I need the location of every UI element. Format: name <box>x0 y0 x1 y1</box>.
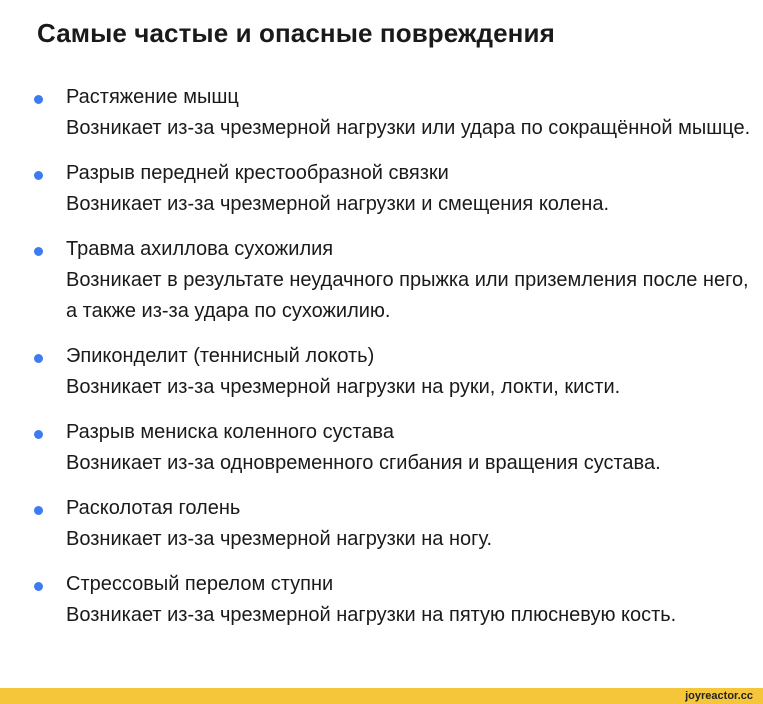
injury-name: Расколотая голень <box>66 497 241 519</box>
list-item <box>0 493 763 555</box>
list-item <box>0 158 763 220</box>
injury-description: Возникает из-за чрезмерной нагрузки на ногу. <box>66 528 493 550</box>
list-item <box>0 234 763 327</box>
injury-description: Возникает в результате неудачного прыжка или приземления после него, а также из-за удара по сухожилию. <box>66 269 749 322</box>
list-item <box>0 341 763 403</box>
injury-name: Разрыв мениска коленного сустава <box>66 421 394 443</box>
injury-name: Эпиконделит (теннисный локоть) <box>66 345 375 367</box>
bullet-icon <box>34 95 43 104</box>
bullet-icon <box>34 247 43 256</box>
injury-description: Возникает из-за чрезмерной нагрузки на руки, локти, кисти. <box>66 376 621 398</box>
bullet-icon <box>34 582 43 591</box>
list-item <box>0 569 763 631</box>
injury-list <box>0 82 763 645</box>
injury-name: Разрыв передней крестообразной связки <box>66 162 449 184</box>
injury-description: Возникает из-за чрезмерной нагрузки на пятую плюсневую кость. <box>66 604 677 626</box>
bullet-icon <box>34 171 43 180</box>
bullet-icon <box>34 430 43 439</box>
list-item <box>0 417 763 479</box>
page-title: Самые частые и опасные повреждения <box>37 18 555 48</box>
injury-description: Возникает из-за одновременного сгибания и вращения сустава. <box>66 452 661 474</box>
list-item <box>0 82 763 144</box>
injury-name: Стрессовый перелом ступни <box>66 573 334 595</box>
injury-name: Растяжение мышц <box>66 86 239 108</box>
injury-description: Возникает из-за чрезмерной нагрузки или удара по сокращённой мышце. <box>66 117 751 139</box>
injury-name: Травма ахиллова сухожилия <box>66 238 334 260</box>
injury-description: Возникает из-за чрезмерной нагрузки и смещения колена. <box>66 193 609 215</box>
footer-bar <box>0 688 763 704</box>
bullet-icon <box>34 354 43 363</box>
bullet-icon <box>34 506 43 515</box>
site-watermark[interactable]: joyreactor.cc <box>685 690 753 702</box>
